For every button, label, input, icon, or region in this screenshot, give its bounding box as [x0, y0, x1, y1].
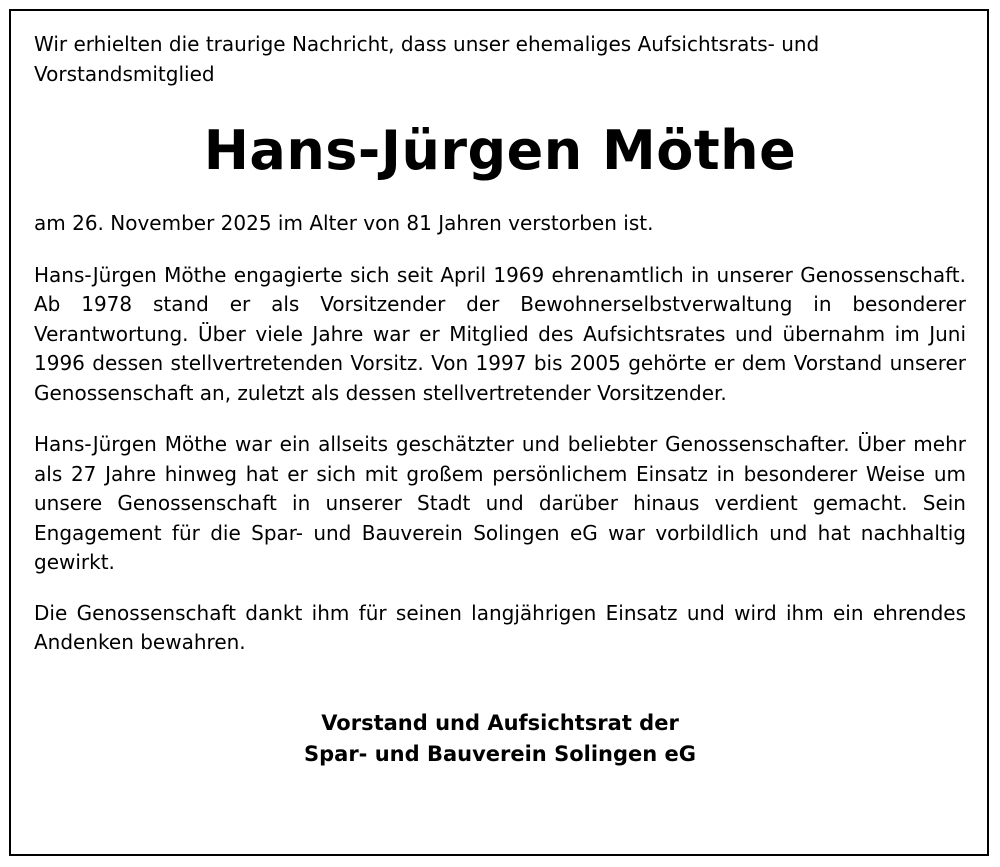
- biography-paragraph: Hans-Jürgen Möthe engagierte sich seit April 1969 ehrenamtlich in unserer Genossenschaft. Ab 1978 stand er als Vorsitzender der Bewohnerselbstverwaltung in besonderer Verantwortung. Über viele Jahre war er Mitglied des Aufsichtsrates und übernahm im Juni 1996 dessen stellvertretenden Vorsitz. Von 1997 bis 2005 gehörte er dem Vorstand unserer Genossenschaft an, zuletzt als dessen stellvertretender Vorsitzender.: [34, 262, 966, 405]
- signature-block: [34, 708, 966, 770]
- signature-line-2: Spar- und Bauverein Solingen eG: [304, 741, 696, 766]
- deceased-name: Hans-Jürgen Möthe: [203, 119, 797, 182]
- tribute-paragraph: Hans-Jürgen Möthe war ein allseits geschätzter und beliebter Genossenschafter. Über mehr als 27 Jahre hinweg hat er sich mit großem persönlichem Einsatz in besonderer Weise um unsere Genossenschaft in unserer Stadt und darüber hinaus verdient gemacht. Sein Engagement für die Spar- und Bauverein Solingen eG war vorbildlich und hat nachhaltig gewirkt.: [34, 432, 966, 574]
- obituary-notice: [34, 30, 966, 770]
- intro-text: Wir erhielten die traurige Nachricht, dass unser ehemaliges Aufsichtsrats- und Vorstandsmitglied: [34, 32, 820, 86]
- gratitude-paragraph: Die Genossenschaft dankt ihm für seinen langjährigen Einsatz und wird ihm ein ehrendes Andenken bewahren.: [34, 600, 966, 654]
- signature-line-1: Vorstand und Aufsichtsrat der: [321, 710, 679, 735]
- death-date-line: am 26. November 2025 im Alter von 81 Jahren verstorben ist.: [34, 211, 654, 235]
